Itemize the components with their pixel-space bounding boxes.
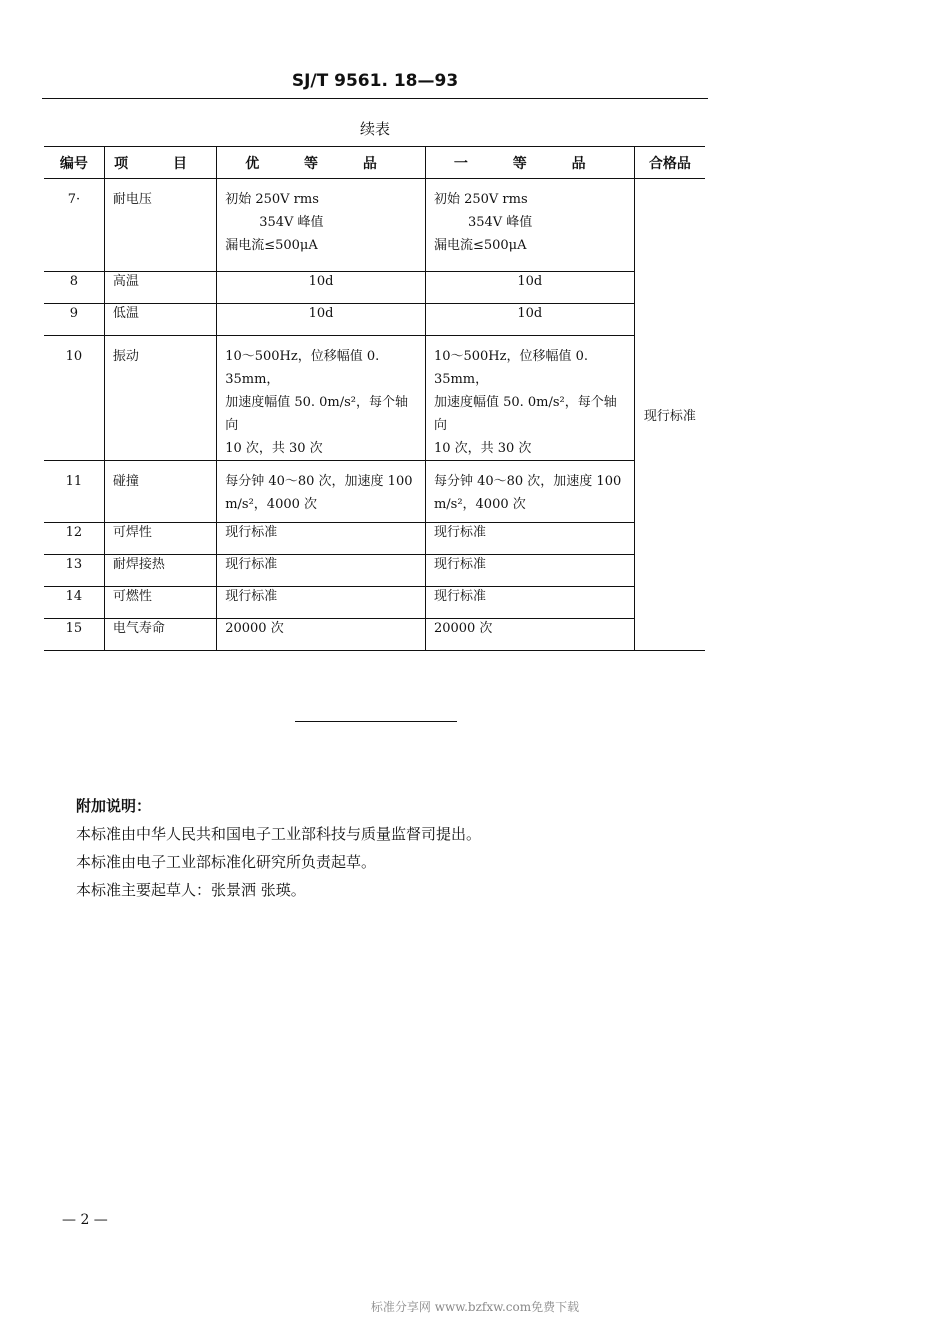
row-first-class: 现行标准 [425,555,634,587]
row-number: 14 [44,587,104,619]
row-number: 7· [44,179,104,272]
footer-watermark: 标准分享网 www.bzfxw.com免费下载 [370,1300,580,1314]
table-row [44,336,705,461]
table-row [44,304,705,336]
row-item: 高温 [104,272,216,304]
table-row [44,555,705,587]
col-header-first-class: 一 等 品 [425,147,634,179]
notes-line: 本标准由中华人民共和国电子工业部科技与质量监督司提出。 [76,825,482,843]
col-header-qualified: 合格品 [634,147,705,179]
row-item: 低温 [104,304,216,336]
table-header-row [44,147,705,179]
end-rule [295,721,457,722]
row-item: 可燃性 [104,587,216,619]
row-first-class: 10d [425,272,634,304]
row-first-class: 每分钟 40～80 次，加速度 100 m/s²，4000 次 [425,461,634,523]
row-item: 振动 [104,336,216,461]
row-item: 耐电压 [104,179,216,272]
row-first-class: 10～500Hz，位移幅值 0. 35mm， 加速度幅值 50. 0m/s²，每个轴向 10 次，共 30 次 [425,336,634,461]
row-number: 13 [44,555,104,587]
row-premium: 10～500Hz，位移幅值 0. 35mm， 加速度幅值 50. 0m/s²，每个轴向 10 次，共 30 次 [217,336,426,461]
table-row [44,619,705,651]
col-header-item: 项 目 [104,147,216,179]
row-item: 耐焊接热 [104,555,216,587]
row-number: 11 [44,461,104,523]
notes-line: 本标准由电子工业部标准化研究所负责起草。 [76,853,377,871]
row-item: 电气寿命 [104,619,216,651]
row-premium: 每分钟 40～80 次，加速度 100 m/s²，4000 次 [217,461,426,523]
row-premium: 现行标准 [217,555,426,587]
row-number: 10 [44,336,104,461]
row-first-class: 10d [425,304,634,336]
table-row [44,587,705,619]
col-header-premium: 优 等 品 [217,147,426,179]
notes-heading: 附加说明： [76,797,152,815]
page-number: — 2 — [62,1212,108,1228]
row-first-class: 初始 250V rms 354V 峰值 漏电流≤500μA [425,179,634,272]
row-first-class: 现行标准 [425,587,634,619]
row-number: 8 [44,272,104,304]
row-premium: 现行标准 [217,523,426,555]
document-code-header [42,68,708,99]
row-first-class: 现行标准 [425,523,634,555]
row-number: 15 [44,619,104,651]
col-header-number: 编号 [44,147,104,179]
row-premium: 10d [217,304,426,336]
row-item: 可焊性 [104,523,216,555]
row-number: 12 [44,523,104,555]
spec-table [44,146,705,651]
qualified-merged-cell: 现行标准 [634,179,705,651]
row-premium: 现行标准 [217,587,426,619]
row-premium: 10d [217,272,426,304]
row-number: 9 [44,304,104,336]
row-item: 碰撞 [104,461,216,523]
notes-line: 本标准主要起草人：张景洒 张瑛。 [76,881,306,899]
row-premium: 初始 250V rms 354V 峰值 漏电流≤500μA [217,179,426,272]
table-title: 续表 [359,120,390,138]
table-row [44,461,705,523]
table-row [44,179,705,272]
additional-notes [76,792,776,904]
table-row [44,523,705,555]
document-code: SJ/T 9561. 18—93 [291,71,459,91]
table-row [44,272,705,304]
row-premium: 20000 次 [217,619,426,651]
row-first-class: 20000 次 [425,619,634,651]
